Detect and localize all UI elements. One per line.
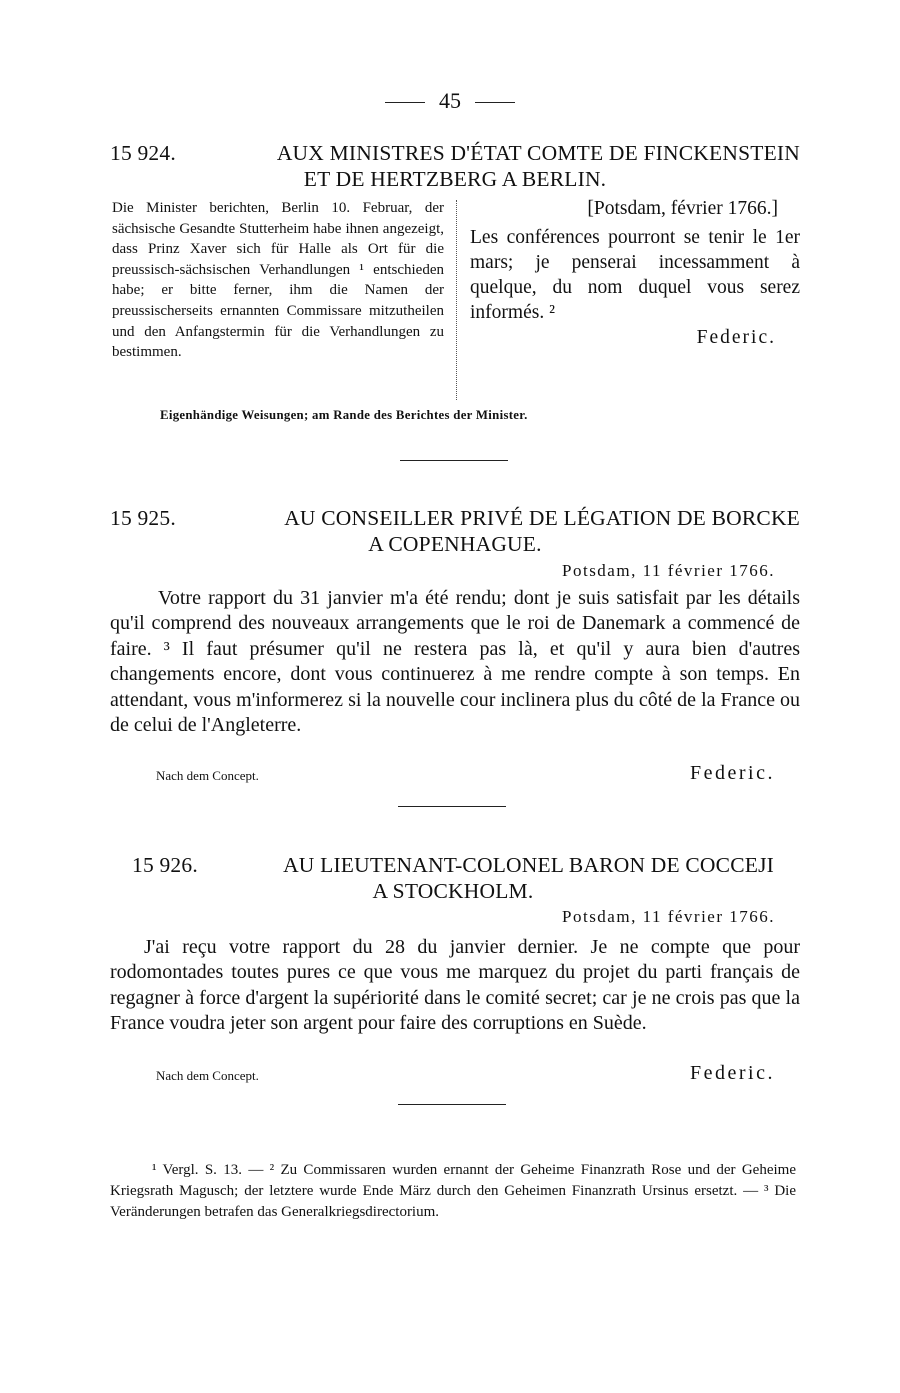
right-dash bbox=[475, 102, 515, 103]
letter-text: Votre rapport du 31 janvier m'a été rendu; dont je suis satisfait par les détails qu'il comprend des nouveaux arrangements que le roi de Danemark a commencé de faire. ³ Il faut présumer qu'il ne restera pas là, et qu'il y aura bien d'autres changements encore, dont vous continuerez à me rendre compte à son temps. En attendant, vous m'informerez si la nouvelle cour inclinera plus du côté de la France ou de celui de l'Angleterre. bbox=[110, 587, 800, 737]
signature: Federic. bbox=[690, 1062, 775, 1084]
page-number: 45 bbox=[439, 88, 461, 113]
letter-text: J'ai reçu votre rapport du 28 du janvier dernier. Je ne compte que pour rodomontades toutes pures ce que vous me marquez du projet du parti français de regagner à force d'argent la supériorité dans le comité secret; car je ne crois pas que la France voudra jeter son argent pour faire des corruptions en Suède. bbox=[110, 936, 800, 1035]
section-number: 15 924. bbox=[110, 141, 176, 165]
page-number-line bbox=[0, 88, 900, 114]
source-note: Eigenhändige Weisungen; am Rande des Berichtes der Minister. bbox=[160, 408, 528, 422]
section-number: 15 926. bbox=[132, 853, 198, 877]
letter-date: Potsdam, 11 février 1766. bbox=[562, 907, 775, 926]
section-title-line1: AU CONSEILLER PRIVÉ DE LÉGATION DE BORCKE bbox=[284, 506, 800, 530]
left-dash bbox=[385, 102, 425, 103]
section-title-line2: ET DE HERTZBERG A BERLIN. bbox=[303, 167, 607, 191]
response-text: Les conférences pourront se tenir le 1er mars; je penserai incessamment à quelque, du nom duquel vous serez informés. ² bbox=[470, 227, 800, 323]
column-divider bbox=[456, 200, 457, 400]
source-note: Nach dem Concept. bbox=[156, 1068, 259, 1083]
minister-summary: Die Minister berichten, Berlin 10. Februar, der sächsische Gesandte Stutterheim habe ihnen angezeigt, dass Prinz Xaver sich für Halle als Ort für die preussisch-sächsischen Verhandlungen ¹ entschieden habe; er bitte ferner, ihm die Namen der preussischerseits ernannten Commissare mitzutheilen und den Anfangstermin für die Verhandlungen zu bestimmen. bbox=[112, 200, 444, 361]
section-title-line1: AU LIEUTENANT-COLONEL BARON DE COCCEJI bbox=[283, 853, 774, 877]
section-15926-heading bbox=[132, 852, 774, 904]
section-title-line1: AUX MINISTRES D'ÉTAT COMTE DE FINCKENSTEIN bbox=[276, 141, 800, 165]
section-15924-heading bbox=[110, 140, 800, 192]
section-rule bbox=[400, 460, 508, 461]
section-title-line2: A COPENHAGUE. bbox=[368, 532, 542, 556]
section-number: 15 925. bbox=[110, 506, 176, 530]
letter-date: Potsdam, 11 février 1766. bbox=[562, 561, 775, 580]
section-rule bbox=[398, 806, 506, 807]
section-title-line2: A STOCKHOLM. bbox=[372, 879, 534, 903]
section-rule bbox=[398, 1104, 506, 1105]
king-response bbox=[470, 196, 800, 350]
footnotes: ¹ Vergl. S. 13. — ² Zu Commissaren wurden ernannt der Geheime Finanzrath Rose und der Geheime Kriegsrath Magusch; der letztere wurde Ende März durch den Geheimen Finanzrath Ursinus ersetzt. — ³ Die Veränderungen betrafen das Generalkriegsdirectorium. bbox=[110, 1162, 796, 1220]
response-date: [Potsdam, février 1766.] bbox=[587, 198, 778, 219]
section-15925-heading bbox=[110, 505, 800, 557]
signature: Federic. bbox=[690, 762, 775, 784]
source-note: Nach dem Concept. bbox=[156, 768, 259, 783]
signature: Federic. bbox=[696, 327, 776, 348]
